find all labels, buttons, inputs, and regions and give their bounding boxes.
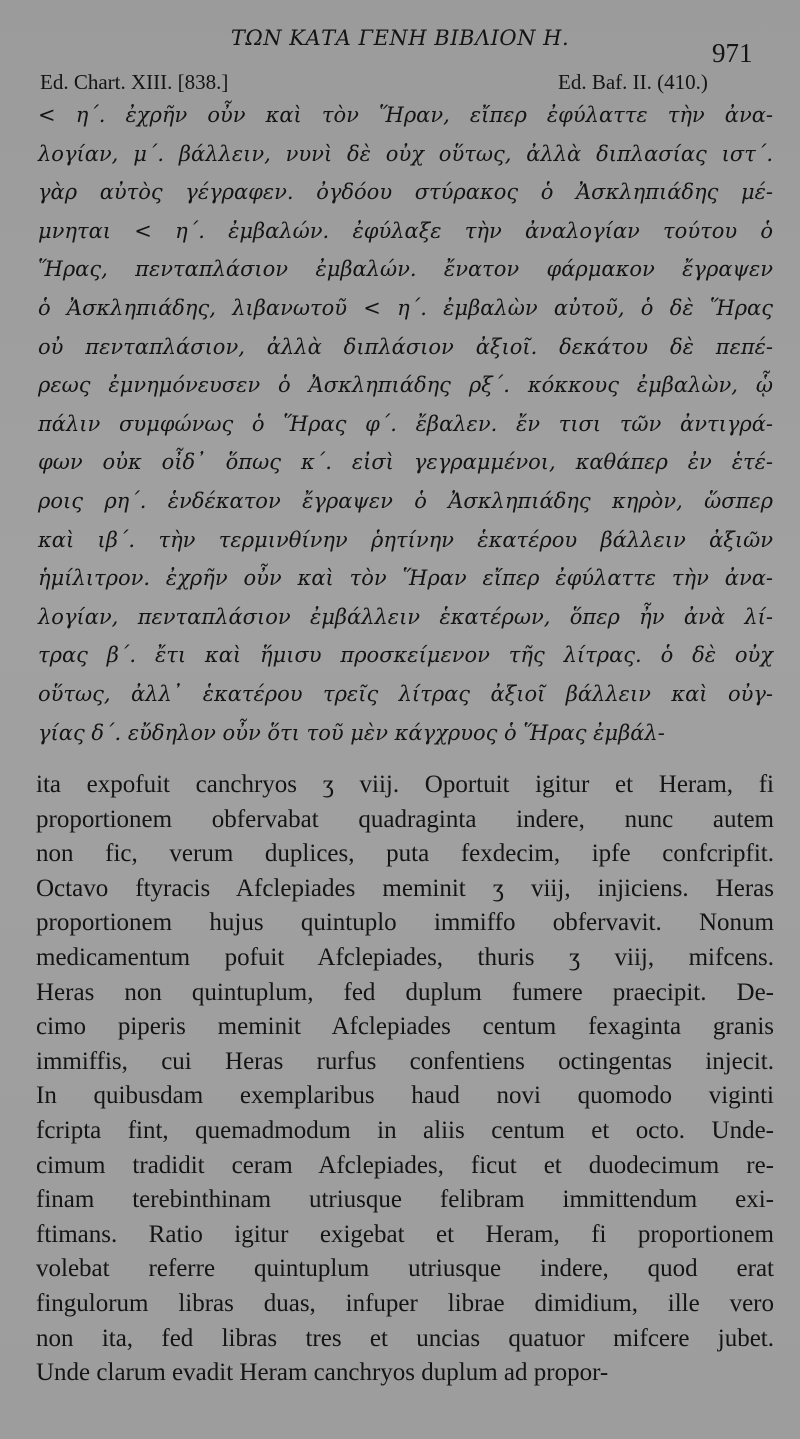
greek-line: λογίαν, μ΄. βάλλειν, νυνὶ δὲ οὐχ οὕτως, ἀλλὰ διπλασίας ιστ΄. [38, 141, 773, 166]
greek-text-block [38, 96, 773, 752]
greek-line: ἡμίλιτρον. ἐχρῆν οὖν καὶ τὸν Ἥραν εἴπερ ἐφύλαττε τὴν ἀνα- [38, 566, 773, 591]
latin-translation-block [36, 768, 774, 1391]
latin-line: cimo piperis meminit Afclepiades centum fexaginta granis [36, 1013, 774, 1041]
latin-line: Unde clarum evadit Heram canchryos duplum ad propor- [36, 1359, 609, 1387]
greek-line: φων οὐκ οἶδ᾽ ὅπως κ΄. εἰσὶ γεγραμμένοι, καθάπερ ἐν ἑτέ- [38, 450, 773, 475]
greek-line: λογίαν, πενταπλάσιον ἐμβάλλειν ἑκατέρων, ὅπερ ἦν ἀνὰ λί- [38, 604, 773, 629]
latin-line: finam terebinthinam utriusque felibram immittendum exi- [36, 1186, 774, 1214]
greek-line: γίας δ΄. εὔδηλον οὖν ὅτι τοῦ μὲν κάγχρυος ὁ Ἥρας ἐμβάλ- [38, 720, 665, 745]
chartier-edition-reference: Ed. Chart. XIII. [838.] [40, 70, 229, 94]
latin-line: proportionem hujus quintuplo immiffo obfervavit. Nonum [36, 909, 774, 937]
greek-line: καὶ ιβ΄. τὴν τερμινθίνην ῥητίνην ἑκατέρου βάλλειν ἀξιῶν [38, 527, 773, 552]
latin-line: Heras non quintuplum, fed duplum fumere praecipit. De- [36, 978, 774, 1006]
latin-line: immiffis, cui Heras rurfus confentiens octingentas injecit. [36, 1047, 774, 1075]
greek-line: Ἥρας, πενταπλάσιον ἐμβαλών. ἔνατον φάρμακον ἔγραψεν [38, 257, 773, 282]
greek-line: οὕτως, ἀλλ᾽ ἑκατέρου τρεῖς λίτρας ἀξιοῖ βάλλειν καὶ οὐγ- [38, 681, 773, 706]
greek-line: μνηται < η΄. ἐμβαλών. ἐφύλαξε τὴν ἀναλογίαν τούτου ὁ [38, 218, 773, 243]
latin-line: Octavo ftyracis Afclepiades meminit ʒ viij, injiciens. Heras [36, 874, 774, 902]
greek-line: πάλιν συμφώνως ὁ Ἥρας φ΄. ἔβαλεν. ἔν τισι τῶν ἀντιγρά- [38, 411, 773, 436]
latin-line: medicamentum pofuit Afclepiades, thuris ʒ viij, mifcens. [36, 943, 774, 971]
basel-edition-reference: Ed. Baf. II. (410.) [558, 70, 708, 94]
latin-line: proportionem obfervabat quadraginta indere, nunc autem [36, 805, 774, 833]
greek-line: τρας β΄. ἔτι καὶ ἥμισυ προσκείμενον τῆς λίτρας. ὁ δὲ οὐχ [38, 643, 773, 668]
latin-line: fingulorum libras duas, infuper librae dimidium, ille vero [36, 1289, 774, 1317]
page-number: 971 [712, 38, 753, 68]
latin-line: non fic, verum duplices, puta fexdecim, ipfe confcripfit. [36, 840, 774, 868]
latin-line: fcripta fint, quemadmodum in aliis centum et octo. Unde- [36, 1116, 774, 1144]
latin-line: cimum tradidit ceram Afclepiades, ficut et duodecimum re- [36, 1151, 774, 1179]
latin-line: In quibusdam exemplaribus haud novi quomodo viginti [36, 1082, 774, 1110]
greek-line: ὁ Ἀσκληπιάδης, λιβανωτοῦ < η΄. ἐμβαλὼν αὐτοῦ, ὁ δὲ Ἥρας [38, 295, 773, 320]
greek-line: < η΄. ἐχρῆν οὖν καὶ τὸν Ἥραν, εἴπερ ἐφύλαττε τὴν ἀνα- [38, 103, 773, 127]
latin-line: ita expofuit canchryos ʒ viij. Oportuit igitur et Heram, fi [36, 771, 774, 798]
latin-line: non ita, fed libras tres et uncias quatuor mifcere jubet. [36, 1324, 774, 1352]
running-head: ΤΩΝ ΚΑΤΑ ΓΕΝΗ ΒΙΒΛΙΟΝ Η. [230, 26, 570, 50]
latin-line: volebat referre quintuplum utriusque indere, quod erat [36, 1255, 774, 1283]
greek-line: οὐ πενταπλάσιον, ἀλλὰ διπλάσιον ἀξιοῖ. δεκάτου δὲ πεπέ- [38, 334, 773, 359]
latin-line: ftimans. Ratio igitur exigebat et Heram, fi proportionem [36, 1220, 774, 1248]
greek-line: ροις ρη΄. ἑνδέκατον ἔγραψεν ὁ Ἀσκληπιάδης κηρὸν, ὥσπερ [38, 488, 773, 513]
greek-line: γὰρ αὐτὸς γέγραφεν. ὀγδόου στύρακος ὁ Ἀσκληπιάδης μέ- [38, 180, 773, 205]
greek-line: ρεως ἐμνημόνευσεν ὁ Ἀσκληπιάδης ρξ΄. κόκκους ἐμβαλὼν, ᾧ [38, 373, 773, 398]
